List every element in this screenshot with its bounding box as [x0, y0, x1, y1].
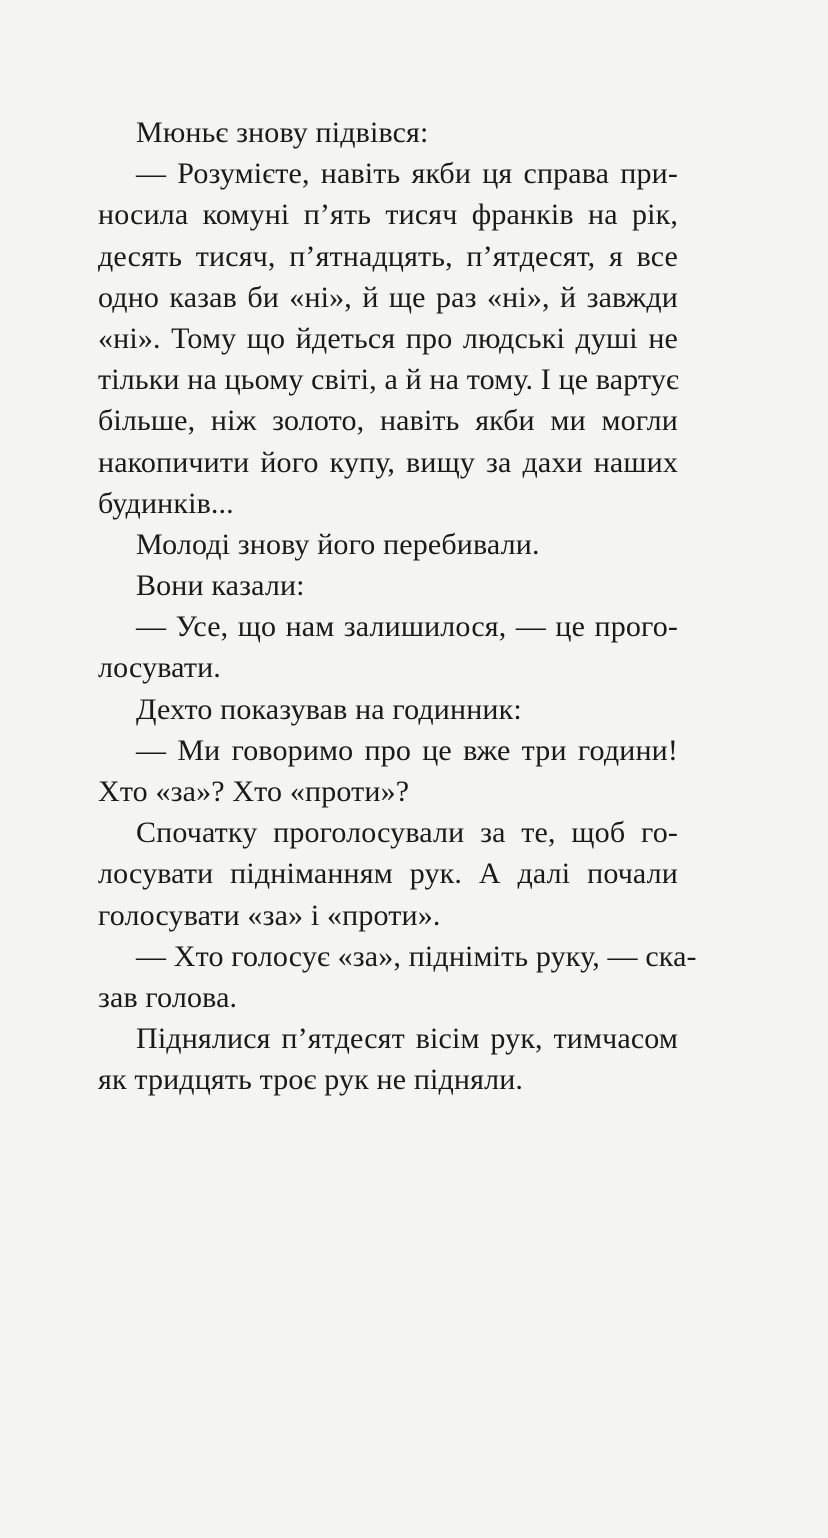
text-line: будинків...	[98, 486, 234, 520]
text-line: Піднялися п’ятдесят вісім рук, тимчасом	[136, 1022, 678, 1056]
text-line: Дехто показував на годинник:	[136, 692, 522, 726]
text-line: тільки на цьому світі, а й на тому. І це вартує	[98, 363, 680, 397]
text-line: Спочатку проголосували за те, щоб го-	[136, 816, 678, 850]
text-line: Вони казали:	[136, 569, 305, 603]
text-line: накопичити його купу, вищу за дахи наших	[98, 445, 678, 479]
text-line: Мюньє знову підвівся:	[136, 116, 429, 149]
text-line: як тридцять троє рук не підняли.	[98, 1063, 524, 1097]
text-line: — Розумієте, навіть якби ця справа при-	[136, 157, 678, 191]
text-line: зав голова.	[98, 980, 238, 1014]
text-line: «ні». Тому що йдеться про людські душі не	[98, 321, 678, 355]
text-line: — Хто голосує «за», підніміть руку, — ска-	[136, 939, 697, 973]
text-line: більше, ніж золото, навіть якби ми могли	[98, 404, 678, 438]
text-line: лосувати.	[98, 651, 221, 685]
text-line: Молоді знову його перебивали.	[136, 527, 540, 561]
page-text	[98, 112, 697, 1101]
text-line: одно казав би «ні», й ще раз «ні», й завжди	[98, 280, 678, 314]
text-line: голосувати «за» і «проти».	[98, 898, 441, 932]
text-line: носила комуні п’ять тисяч франків на рік,	[98, 198, 678, 232]
text-line: лосувати підніманням рук. А далі почали	[98, 857, 678, 891]
text-line: — Усе, що нам залишилося, — це прого-	[136, 610, 678, 644]
text-line: десять тисяч, п’ятнадцять, п’ятдесят, я все	[98, 239, 678, 273]
text-line: Хто «за»? Хто «проти»?	[98, 775, 410, 808]
text-line: — Ми говоримо про це вже три години!	[136, 733, 678, 767]
